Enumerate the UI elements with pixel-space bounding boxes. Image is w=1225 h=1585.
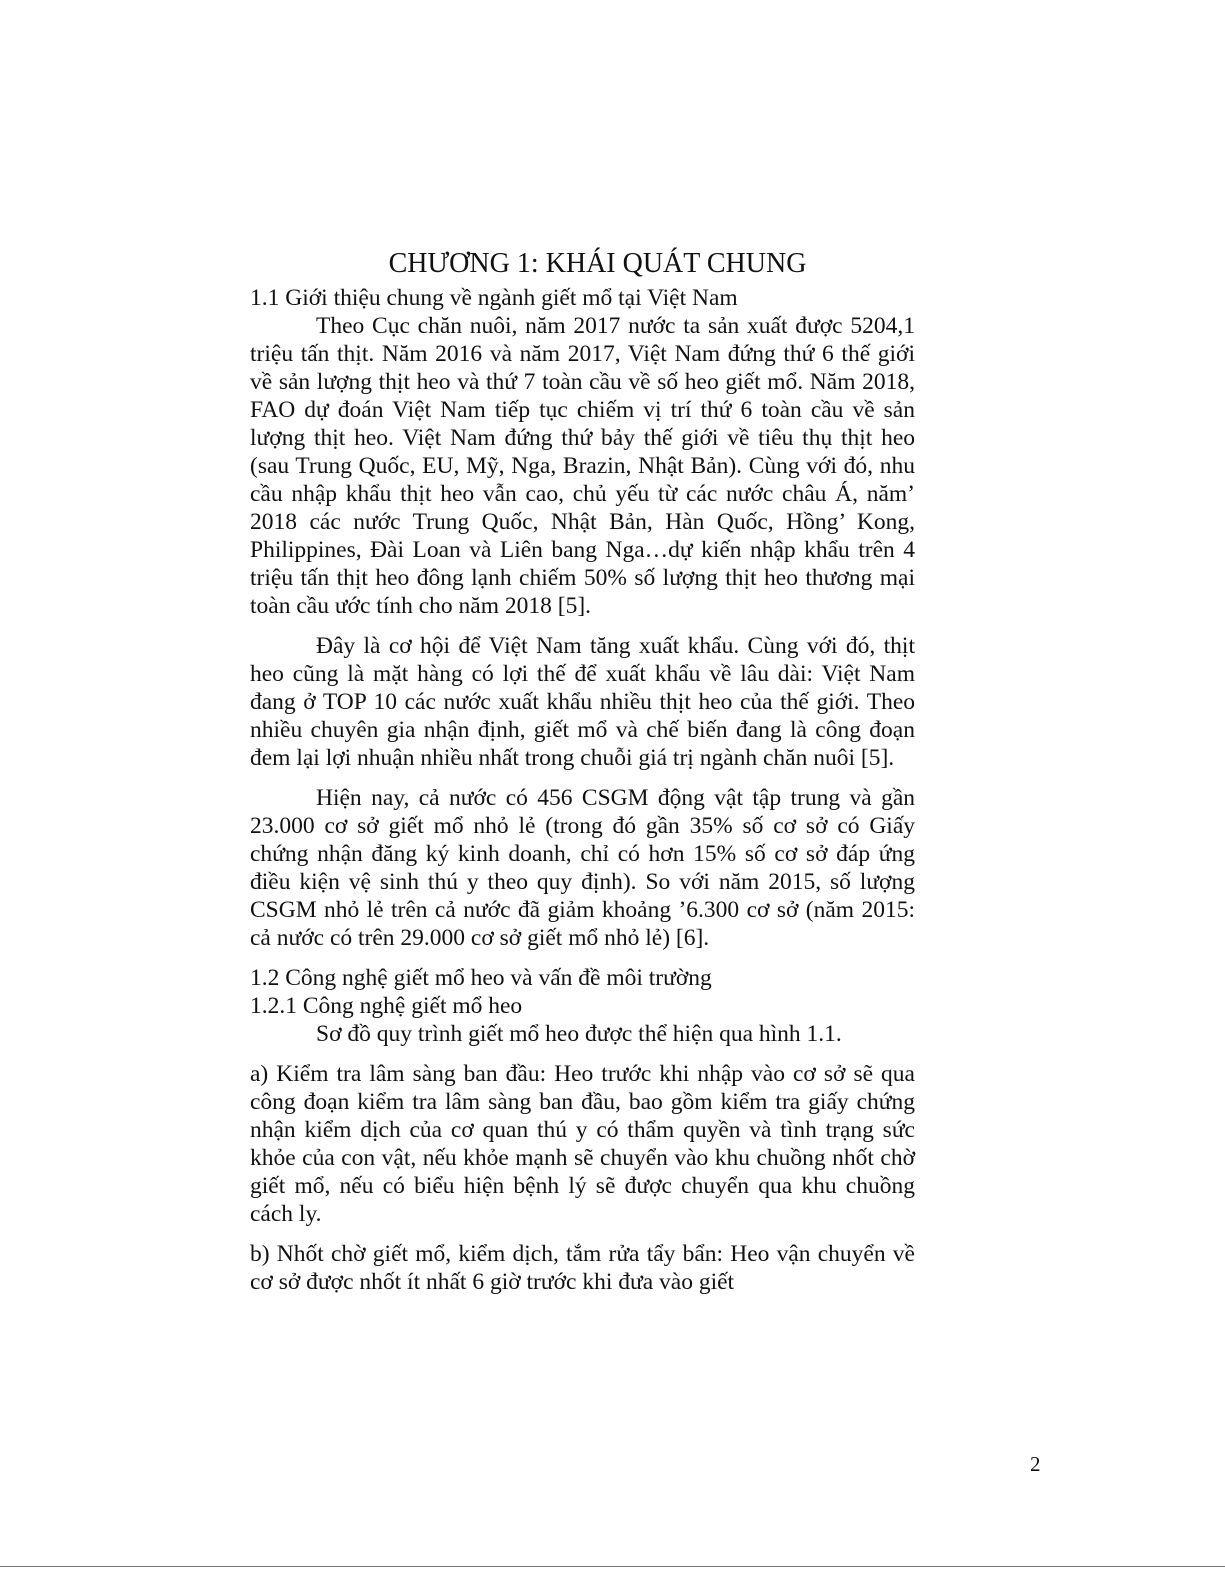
page-number: 2 (1030, 1452, 1041, 1476)
paragraph-figure-intro: Sơ đồ quy trình giết mổ heo được thể hiện qua hình 1.1. (316, 1021, 842, 1047)
page-content (250, 246, 915, 1296)
paragraph-2: Đây là cơ hội để Việt Nam tăng xuất khẩu. Cùng với đó, thịt heo cũng là mặt hàng có lợi thế để xuất khẩu về lâu dài: Việt Nam đang ở TOP 10 các nước xuất khẩu nhiều thịt heo của thế giới. Theo nhiều chuyên gia nhận định, giết mổ và chế biến đang là công đoạn đem lại lợi nhuận nhiều nhất trong chuỗi giá trị ngành chăn nuôi [5]. (250, 633, 915, 771)
paragraph-3: Hiện nay, cả nước có 456 CSGM động vật tập trung và gần 23.000 cơ sở giết mổ nhỏ lẻ (trong đó gần 35% số cơ sở có Giấy chứng nhận đăng ký kinh doanh, chỉ có hơn 15% số cơ sở đáp ứng điều kiện vệ sinh thú y theo quy định). So với năm 2015, số lượng CSGM nhỏ lẻ trên cả nước đã giảm khoảng ’6.300 cơ sở (năm 2015: cả nước có trên 29.000 cơ sở giết mổ nhỏ lẻ) [6]. (250, 785, 915, 951)
paragraph-step-a: a) Kiểm tra lâm sàng ban đầu: Heo trước khi nhập vào cơ sở sẽ qua công đoạn kiểm tra lâm sàng ban đầu, bao gồm kiểm tra giấy chứng nhận kiểm dịch của cơ quan thú y có thẩm quyền và tình trạng sức khỏe của con vật, nếu khỏe mạnh sẽ chuyển vào khu chuồng nhốt chờ giết mổ, nếu có biểu hiện bệnh lý sẽ được chuyển qua khu chuồng cách ly. (250, 1061, 915, 1227)
paragraph-1: Theo Cục chăn nuôi, năm 2017 nước ta sản xuất được 5204,1 triệu tấn thịt. Năm 2016 và năm 2017, Việt Nam đứng thứ 6 thế giới về sản lượng thịt heo và thứ 7 toàn cầu về số heo giết mổ. Năm 2018, FAO dự đoán Việt Nam tiếp tục chiếm vị trí thứ 6 toàn cầu về sản lượng thịt heo. Việt Nam đứng thứ bảy thế giới về tiêu thụ thịt heo (sau Trung Quốc, EU, Mỹ, Nga, Brazin, Nhật Bản). Cùng với đó, nhu cầu nhập khẩu thịt heo vẫn cao, chủ yếu từ các nước châu Á, năm’ 2018 các nước Trung Quốc, Nhật Bản, Hàn Quốc, Hồng’ Kong, Philippines, Đài Loan và Liên bang Nga…dự kiến nhập khẩu trên 4 triệu tấn thịt heo đông lạnh chiếm 50% số lượng thịt heo thương mại toàn cầu ước tính cho năm 2018 [5]. (250, 313, 915, 619)
section-heading-1-2: 1.2 Công nghệ giết mổ heo và vấn đề môi trường (250, 965, 712, 991)
chapter-title: CHƯƠNG 1: KHÁI QUÁT CHUNG (388, 248, 807, 279)
section-heading-1-1: 1.1 Giới thiệu chung về ngành giết mổ tại Việt Nam (250, 285, 738, 311)
paragraph-step-b: b) Nhốt chờ giết mổ, kiểm dịch, tắm rửa tẩy bẩn: Heo vận chuyển về cơ sở được nhốt ít nhất 6 giờ trước khi đưa vào giết (250, 1241, 915, 1295)
section-heading-1-2-1: 1.2.1 Công nghệ giết mổ heo (250, 993, 523, 1019)
bottom-divider (0, 1566, 1225, 1567)
